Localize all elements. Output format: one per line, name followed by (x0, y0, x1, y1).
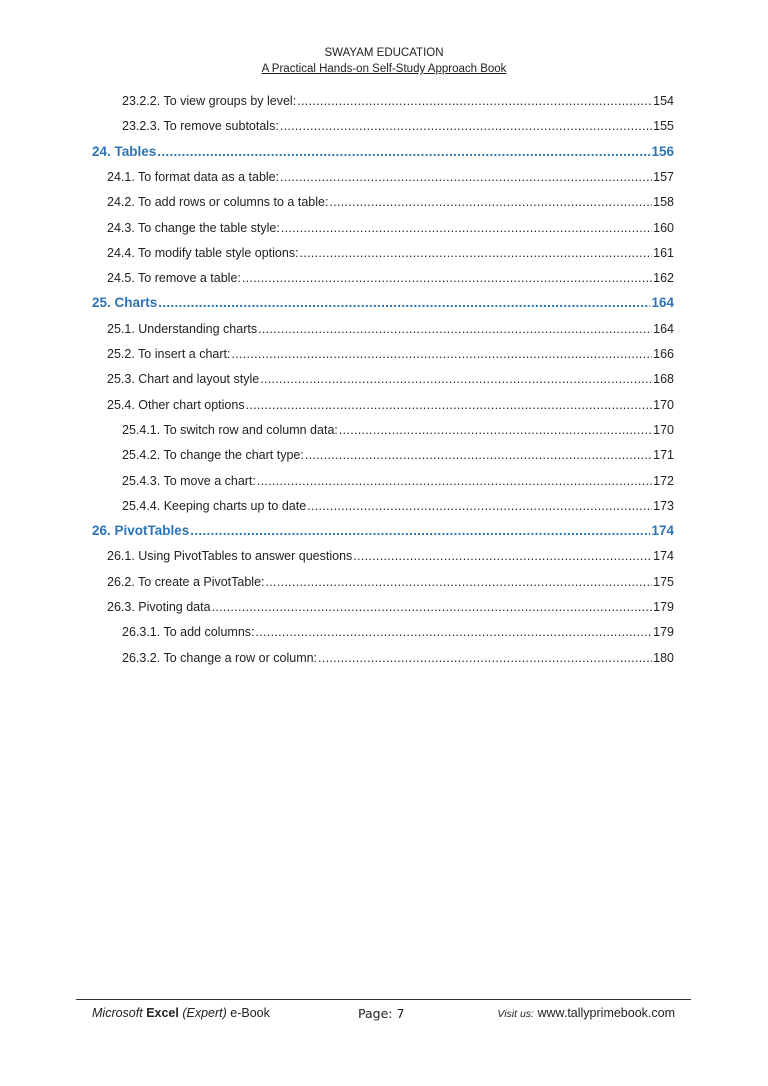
toc-entry-title: 24.2. To add rows or columns to a table: (107, 195, 329, 210)
toc-dot-leader (242, 268, 652, 288)
toc-entry-title: 24.4. To modify table style options: (107, 245, 299, 260)
toc-entry-page: 168 (653, 372, 674, 387)
toc-entry-page: 160 (653, 220, 674, 235)
toc-entry-page: 175 (653, 574, 674, 589)
toc-entry-page: 172 (653, 473, 674, 488)
toc-entry-title: 26.1. Using PivotTables to answer questions (107, 549, 353, 564)
toc-entry-title: 26.3. Pivoting data (107, 600, 211, 614)
toc-entry[interactable] (107, 167, 674, 187)
toc-entry-page: 173 (653, 498, 674, 513)
footer-website (497, 1006, 675, 1020)
toc-entry[interactable] (107, 243, 674, 263)
toc-dot-leader (353, 546, 652, 566)
toc-dot-leader (300, 243, 653, 263)
footer-page-number: 7 (396, 1006, 405, 1021)
toc-entry-title: 23.2.2. To view groups by level: (122, 94, 297, 108)
toc-entry[interactable] (107, 319, 674, 339)
toc-entry-title: 26. PivotTables (92, 523, 190, 539)
toc-entry-title: 25.4.4. Keeping charts up to date (122, 498, 307, 513)
header-subtitle: A Practical Hands-on Self-Study Approach Book (261, 63, 507, 75)
toc-entry-page: 171 (653, 448, 674, 463)
toc-chapter-entry[interactable] (92, 521, 674, 541)
footer-brand-excel: Excel (146, 1006, 179, 1020)
toc-entry-page: 174 (653, 549, 674, 564)
footer-brand-expert: (Expert) (182, 1006, 227, 1020)
toc-entry-page: 164 (653, 321, 674, 336)
toc-entry-page: 170 (653, 397, 674, 412)
toc-entry-page: 156 (651, 143, 674, 159)
toc-entry-title: 25.2. To insert a chart: (107, 347, 231, 361)
footer-website-link[interactable]: www.tallyprimebook.com (537, 1006, 675, 1020)
toc-entry-page: 157 (653, 169, 674, 184)
toc-dot-leader (246, 395, 653, 415)
toc-entry[interactable] (107, 597, 674, 617)
toc-dot-leader (280, 167, 652, 187)
toc-entry[interactable] (107, 546, 674, 566)
toc-dot-leader (339, 420, 652, 440)
toc-entry-page: 166 (653, 347, 674, 361)
toc-chapter-entry[interactable] (92, 293, 674, 313)
toc-dot-leader (158, 293, 650, 313)
toc-entry-page: 158 (653, 195, 674, 210)
toc-dot-leader (297, 91, 652, 111)
toc-entry[interactable] (122, 445, 674, 465)
toc-entry-title: 25.4.3. To move a chart: (122, 473, 256, 488)
toc-entry-page: 180 (653, 650, 674, 665)
toc-entry[interactable] (122, 420, 674, 440)
toc-entry-page: 179 (653, 625, 674, 640)
toc-entry[interactable] (122, 622, 674, 642)
toc-entry-page: 161 (653, 245, 674, 260)
toc-dot-leader (157, 142, 650, 162)
footer-book-title (92, 1006, 270, 1020)
toc-entry[interactable] (122, 471, 674, 491)
toc-entry[interactable] (122, 116, 674, 136)
header-title: SWAYAM EDUCATION (324, 47, 444, 59)
toc-entry-title: 25.4.2. To change the chart type: (122, 448, 304, 463)
toc-entry-page: 179 (653, 600, 674, 614)
toc-entry-page: 174 (651, 523, 674, 539)
toc-entry[interactable] (107, 268, 674, 288)
toc-entry-title: 24.5. To remove a table: (107, 271, 241, 286)
toc-dot-leader (256, 622, 653, 642)
toc-entry[interactable] (107, 395, 674, 415)
toc-dot-leader (329, 192, 652, 212)
toc-entry-title: 25.3. Chart and layout style (107, 372, 260, 387)
toc-entry-title: 25.1. Understanding charts (107, 321, 258, 336)
toc-dot-leader (305, 445, 652, 465)
toc-entry-title: 25.4. Other chart options (107, 397, 245, 412)
footer-page-indicator (358, 1006, 404, 1021)
toc-entry-title: 26.3.1. To add columns: (122, 625, 255, 640)
toc-dot-leader (307, 496, 652, 516)
toc-dot-leader (266, 572, 653, 592)
toc-dot-leader (190, 521, 650, 541)
toc-entry-title: 25. Charts (92, 295, 158, 311)
toc-entry-title: 24. Tables (92, 143, 157, 159)
toc-entry-page: 154 (653, 94, 674, 108)
footer-brand-suffix: e-Book (230, 1006, 270, 1020)
toc-chapter-entry[interactable] (92, 142, 674, 162)
toc-entry[interactable] (107, 572, 674, 592)
toc-dot-leader (258, 319, 652, 339)
toc-dot-leader (231, 344, 652, 364)
toc-dot-leader (212, 597, 653, 617)
toc-entry-page: 170 (653, 422, 674, 437)
toc-entry-title: 23.2.3. To remove subtotals: (122, 119, 279, 134)
footer-divider (76, 999, 691, 1000)
toc-dot-leader (281, 218, 652, 238)
toc-entry[interactable] (107, 218, 674, 238)
toc-entry-title: 24.3. To change the table style: (107, 220, 280, 235)
page-header (0, 45, 768, 77)
page-footer (0, 1006, 768, 1026)
toc-dot-leader (280, 116, 652, 136)
footer-brand-prefix: Microsoft (92, 1006, 143, 1020)
toc-entry-title: 25.4.1. To switch row and column data: (122, 422, 338, 437)
footer-visit-label: Visit us: (497, 1008, 534, 1020)
toc-entry[interactable] (107, 369, 674, 389)
toc-entry-page: 155 (653, 119, 674, 134)
toc-dot-leader (260, 369, 652, 389)
toc-entry[interactable] (122, 91, 674, 111)
toc-entry-title: 26.2. To create a PivotTable: (107, 574, 265, 589)
footer-page-label: Page: (358, 1006, 393, 1021)
toc-dot-leader (318, 648, 652, 668)
toc-entry[interactable] (122, 496, 674, 516)
toc-entry-title: 24.1. To format data as a table: (107, 169, 280, 184)
toc-entry-title: 26.3.2. To change a row or column: (122, 650, 318, 665)
toc-entry-page: 164 (651, 295, 674, 311)
toc-entry[interactable] (107, 344, 674, 364)
toc-dot-leader (257, 471, 652, 491)
toc-entry[interactable] (122, 648, 674, 668)
toc-entry-page: 162 (653, 271, 674, 286)
toc-entry[interactable] (107, 192, 674, 212)
